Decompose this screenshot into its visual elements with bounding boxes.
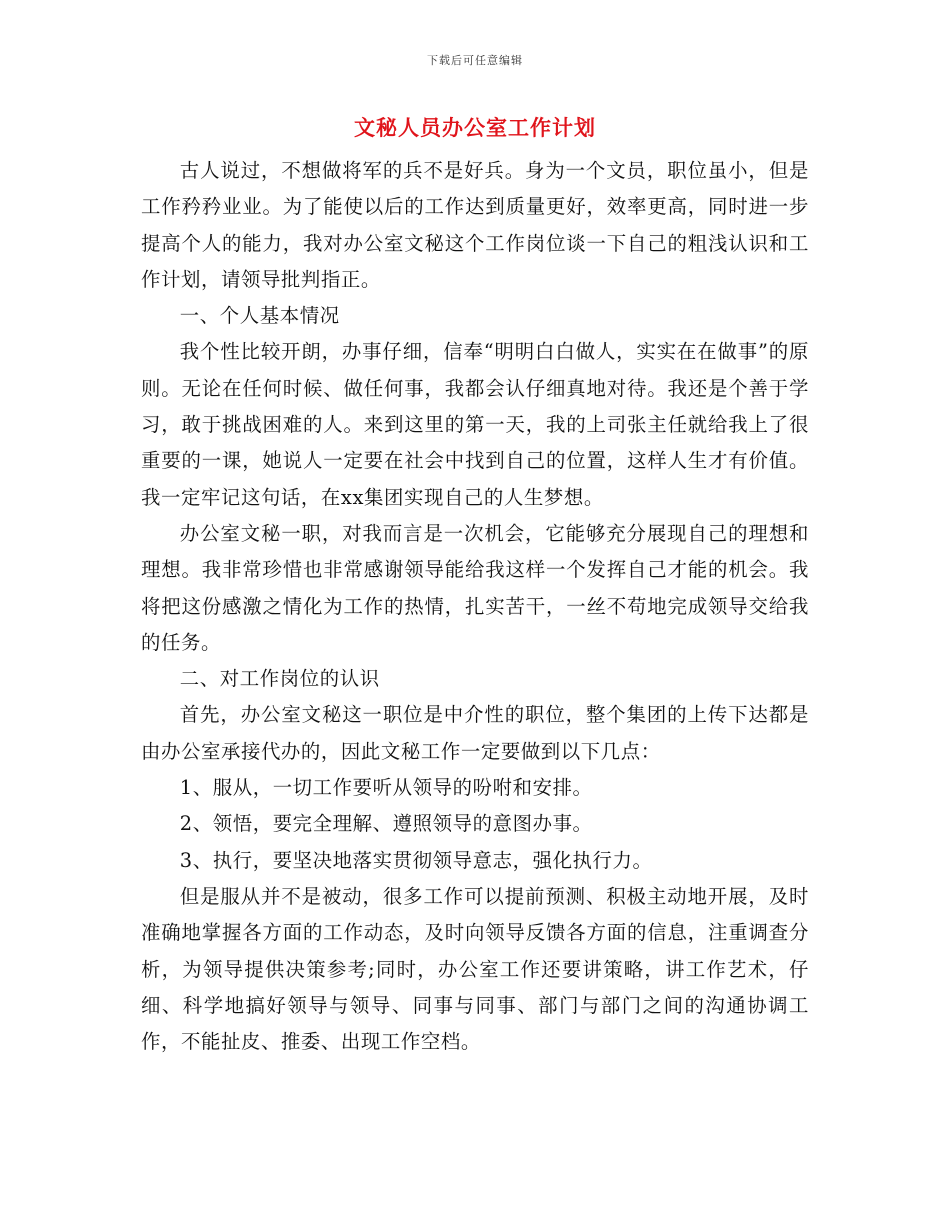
document-body: [141, 153, 809, 1060]
list-item-obey: 1、服从，一切工作要听从领导的吩咐和安排。: [179, 776, 593, 800]
paragraph-intro: 古人说过，不想做将军的兵不是好兵。身为一个文员，职位虽小，但是工作矜矜业业。为了能使以后的工作达到质量更好，效率更高，同时进一步提高个人的能力，我对办公室文秘这个工作岗位谈一下自己的粗浅认识和工作计划，请领导批判指正。: [141, 159, 809, 291]
list-item-comprehend: 2、领悟，要完全理解、遵照领导的意图办事。: [179, 812, 593, 836]
section-heading-job-understanding: 二、对工作岗位的认识: [179, 667, 380, 691]
paragraph-opportunity: 办公室文秘一职，对我而言是一次机会，它能够充分展现自己的理想和理想。我非常珍惜也非常感谢领导能给我这样一个发挥自己才能的机会。我将把这份感激之情化为工作的热情，扎实苦干，一丝不苟地完成领导交给我的任务。: [141, 521, 809, 654]
list-item-execute: 3、执行，要坚决地落实贯彻领导意志，强化执行力。: [179, 848, 653, 872]
paragraph-proactive: 但是服从并不是被动，很多工作可以提前预测、积极主动地开展，及时准确地掌握各方面的工作动态，及时向领导反馈各方面的信息，注重调查分析，为领导提供决策参考;同时，办公室工作还要讲策略，讲工作艺术，仔细、科学地搞好领导与领导、同事与同事、部门与部门之间的沟通协调工作，不能扯皮、推委、出现工作空档。: [141, 884, 809, 1054]
header-note: 下载后可任意编辑: [427, 54, 523, 67]
section-heading-personal-situation: 一、个人基本情况: [179, 304, 340, 328]
paragraph-role-description: 首先，办公室文秘这一职位是中介性的职位，整个集团的上传下达都是由办公室承接代办的，因此文秘工作一定要做到以下几点：: [141, 703, 809, 763]
paragraph-personality: 我个性比较开朗，办事仔细，信奉“明明白白做人，实实在在做事”的原则。无论在任何时候、做任何事，我都会认仔细真地对待。我还是个善于学习，敢于挑战困难的人。来到这里的第一天，我的上司张主任就给我上了很重要的一课，她说人一定要在社会中找到自己的位置，这样人生才有价值。我一定牢记这句话，在xx集团实现自己的人生梦想。: [141, 340, 809, 509]
document-title: 文秘人员办公室工作计划: [354, 115, 596, 140]
